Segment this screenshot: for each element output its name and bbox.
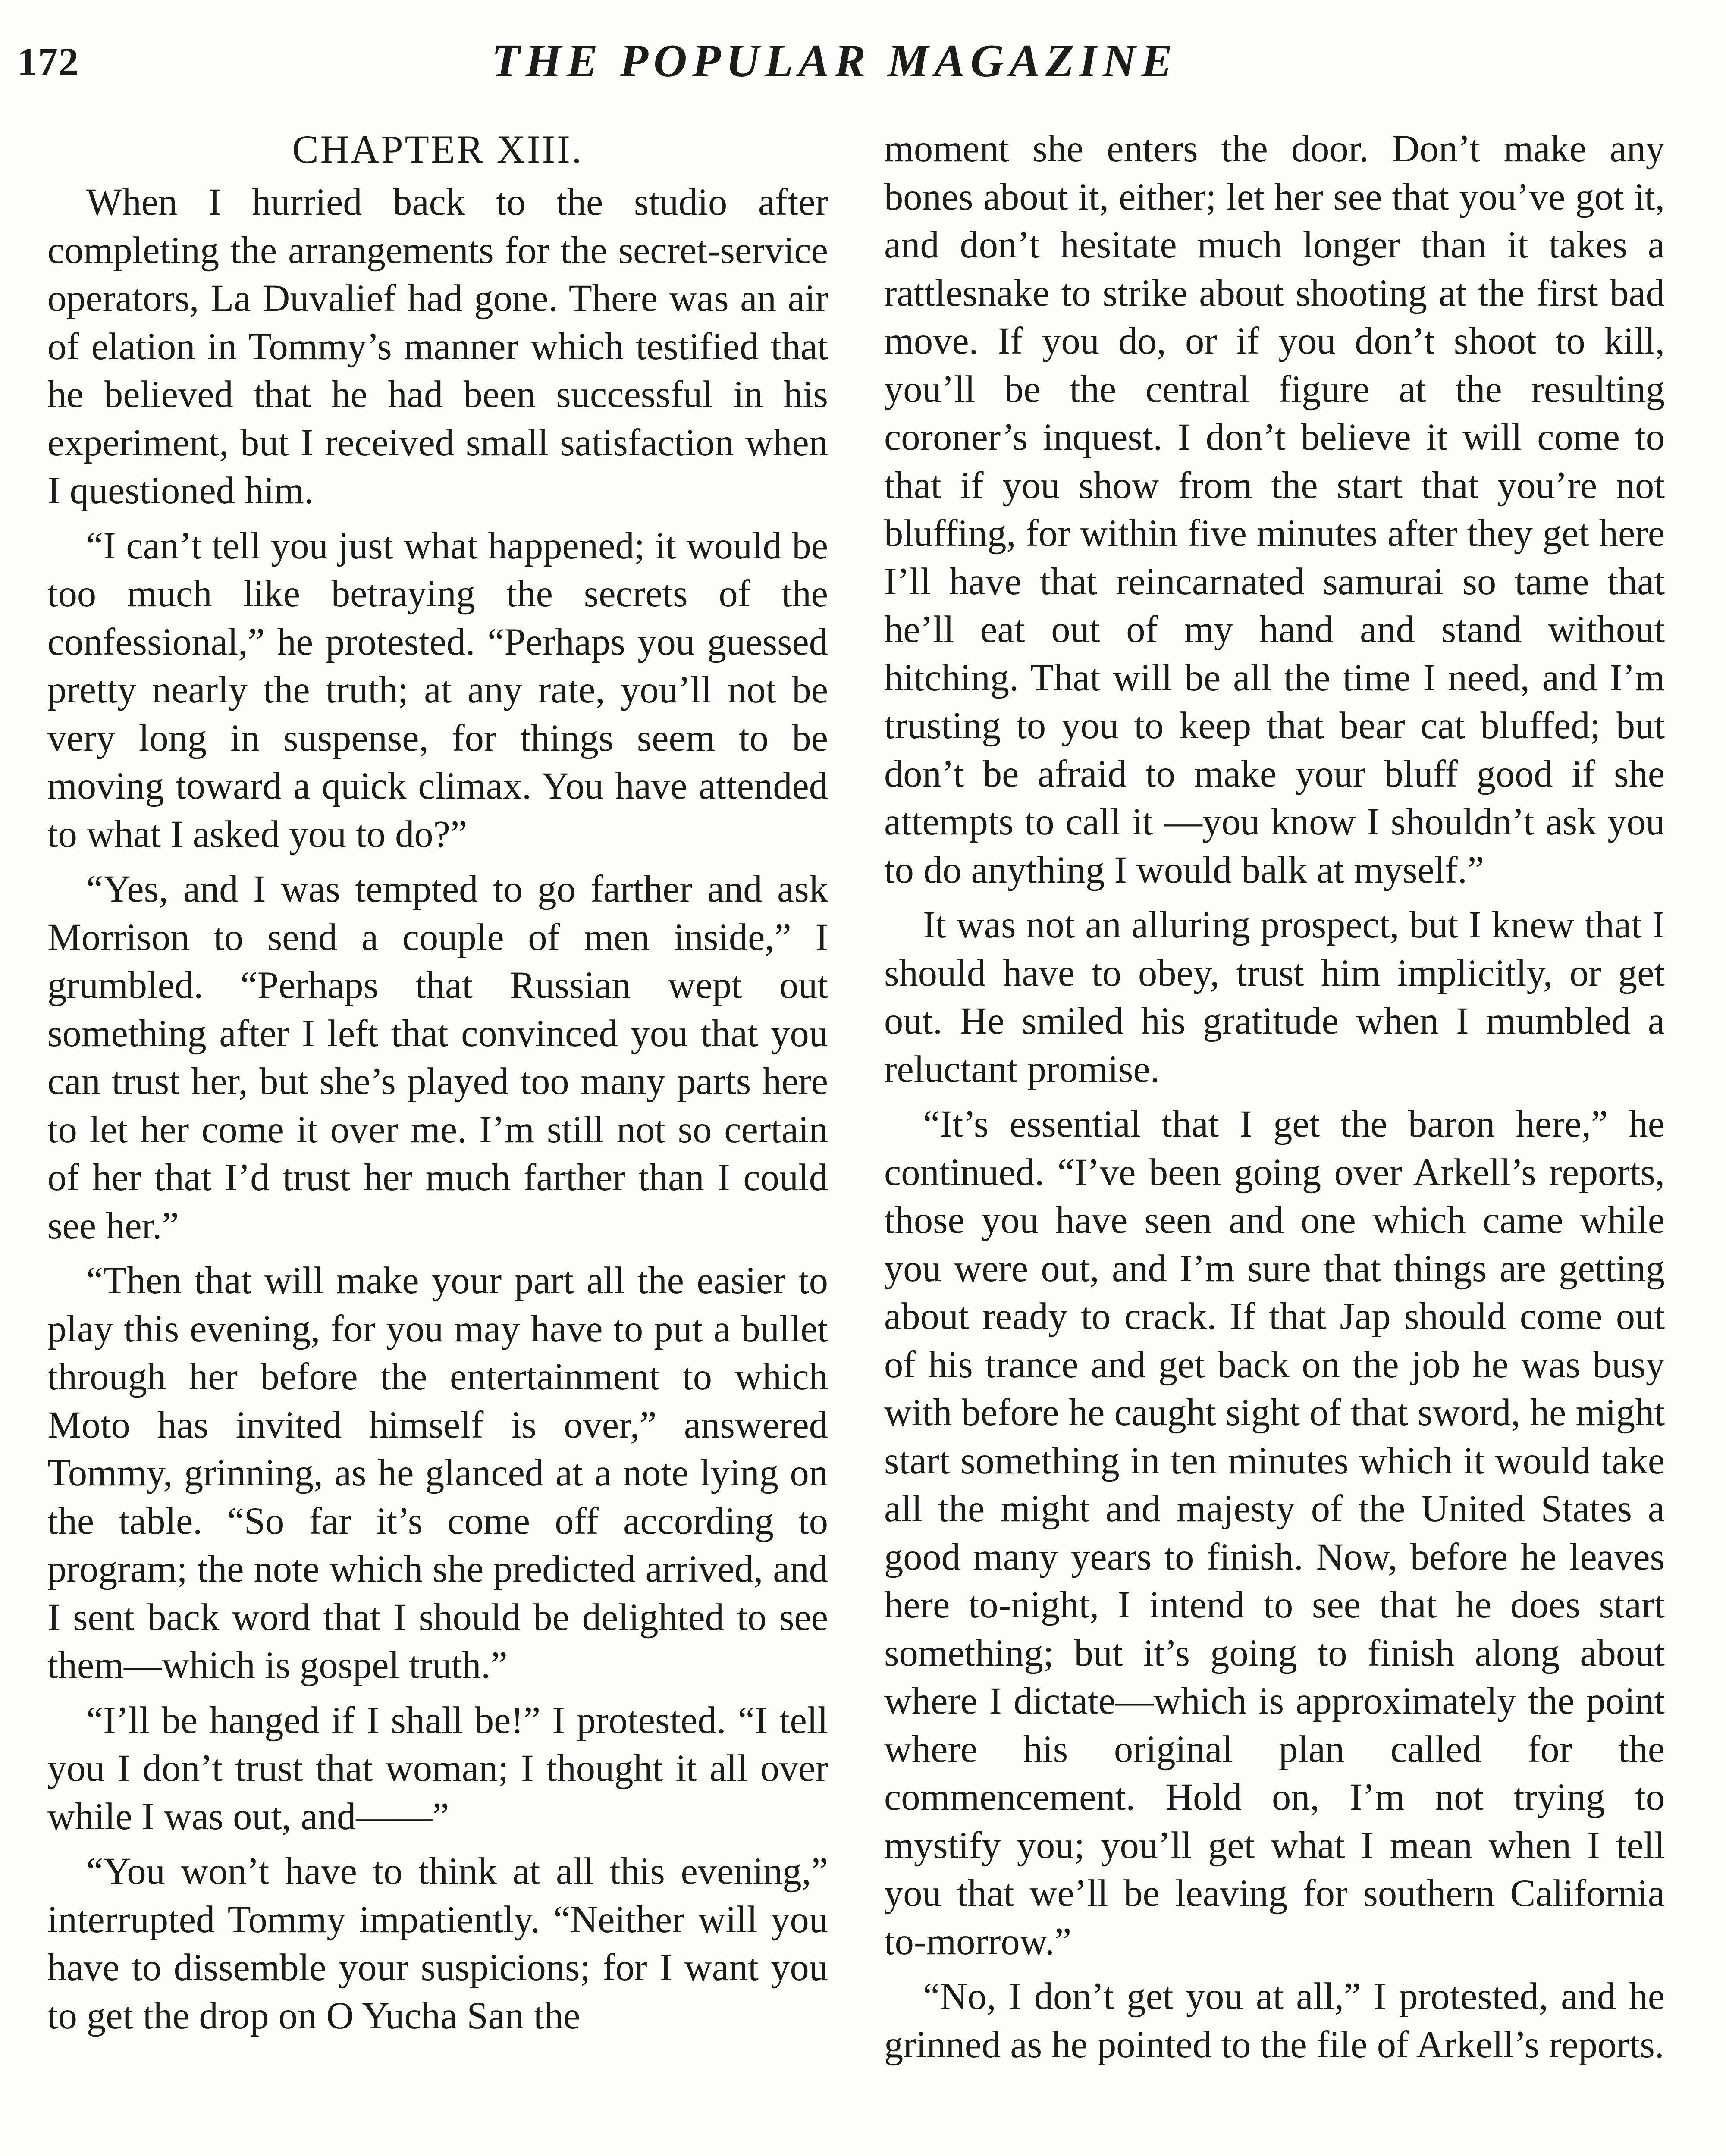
page-number: 172	[17, 40, 79, 84]
paragraph: “I can’t tell you just what happened; it would be too much like betraying the secrets of the confessional,” he protested. “Perhaps you guessed pretty nearly the truth; at any rate, you’ll not be very long in suspense, for things seem to be moving toward a quick climax. You have attended to what I asked you to do?”	[47, 524, 828, 856]
paragraph: “No, I don’t get you at all,” I protested, and he grinned as he pointed to the file of Arkell’s reports.	[884, 1975, 1665, 2066]
magazine-title: THE POPULAR MAGAZINE	[492, 35, 1178, 87]
paragraph: moment she enters the door. Don’t make any bones about it, either; let her see that you’ve got it, and don’t hesitate much longer than it takes a rattlesnake to strike about shooting at the first bad move. If you do, or if you don’t shoot to kill, you’ll be the central figure at the resulting coroner’s inquest. I don’t believe it will come to that if you show from the start that you’re not bluffing, for within five minutes after they get here I’ll have that reincarnated samurai so tame that he’ll eat out of my hand and stand without hitching. That will be all the time I need, and I’m trusting to you to keep that bear cat bluffed; but don’t be afraid to make your bluff good if she attempts to call it —you know I shouldn’t ask you to do anything I would balk at myself.”	[884, 128, 1665, 891]
left-column	[47, 125, 828, 2047]
paragraph: When I hurried back to the studio after completing the arrangements for the secret-service operators, La Duvalief had gone. There was an air of elation in Tommy’s manner which testified that he believed that he had been successful in his experiment, but I received small satisfaction when I questioned him.	[47, 181, 828, 512]
page-header	[0, 30, 1726, 95]
right-column	[884, 125, 1665, 2076]
paragraph: It was not an alluring prospect, but I knew that I should have to obey, trust him implicitly, or get out. He smiled his gratitude when I mumbled a reluctant promise.	[884, 904, 1665, 1091]
paragraph: “Then that will make your part all the easier to play this evening, for you may have to put a bullet through her before the entertainment to which Moto has invited himself is over,” answered Tommy, grinning, as he glanced at a note lying on the table. “So far it’s come off according to program; the note which she predicted arrived, and I sent back word that I should be delighted to see them—which is gospel truth.”	[47, 1260, 828, 1686]
paragraph: “Yes, and I was tempted to go farther and ask Morrison to send a couple of men inside,” I grumbled. “Perhaps that Russian wept out something after I left that convinced you that you can trust her, but she’s played too many parts here to let her come it over me. I’m still not so certain of her that I’d trust her much farther than I could see her.”	[47, 868, 828, 1247]
chapter-heading: CHAPTER XIII.	[292, 127, 584, 171]
paragraph: “I’ll be hanged if I shall be!” I protested. “I tell you I don’t trust that woman; I thought it all over while I was out, and——”	[47, 1699, 828, 1838]
paragraph: “You won’t have to think at all this evening,” interrupted Tommy impatiently. “Neither will you have to dissemble your suspicions; for I want you to get the drop on O Yucha San the	[47, 1850, 828, 2037]
paragraph: “It’s essential that I get the baron here,” he continued. “I’ve been going over Arkell’s reports, those you have seen and one which came while you were out, and I’m sure that things are getting about ready to crack. If that Jap should come out of his trance and get back on the job he was busy with before he caught sight of that sword, he might start something in ten minutes which it would take all the might and majesty of the United States a good many years to finish. Now, before he leaves here to-night, I intend to see that he does start something; but it’s going to finish along about where I dictate—which is approximately the point where his original plan called for the commencement. Hold on, I’m not trying to mystify you; you’ll get what I mean when I tell you that we’ll be leaving for southern California to-morrow.”	[884, 1103, 1665, 1963]
